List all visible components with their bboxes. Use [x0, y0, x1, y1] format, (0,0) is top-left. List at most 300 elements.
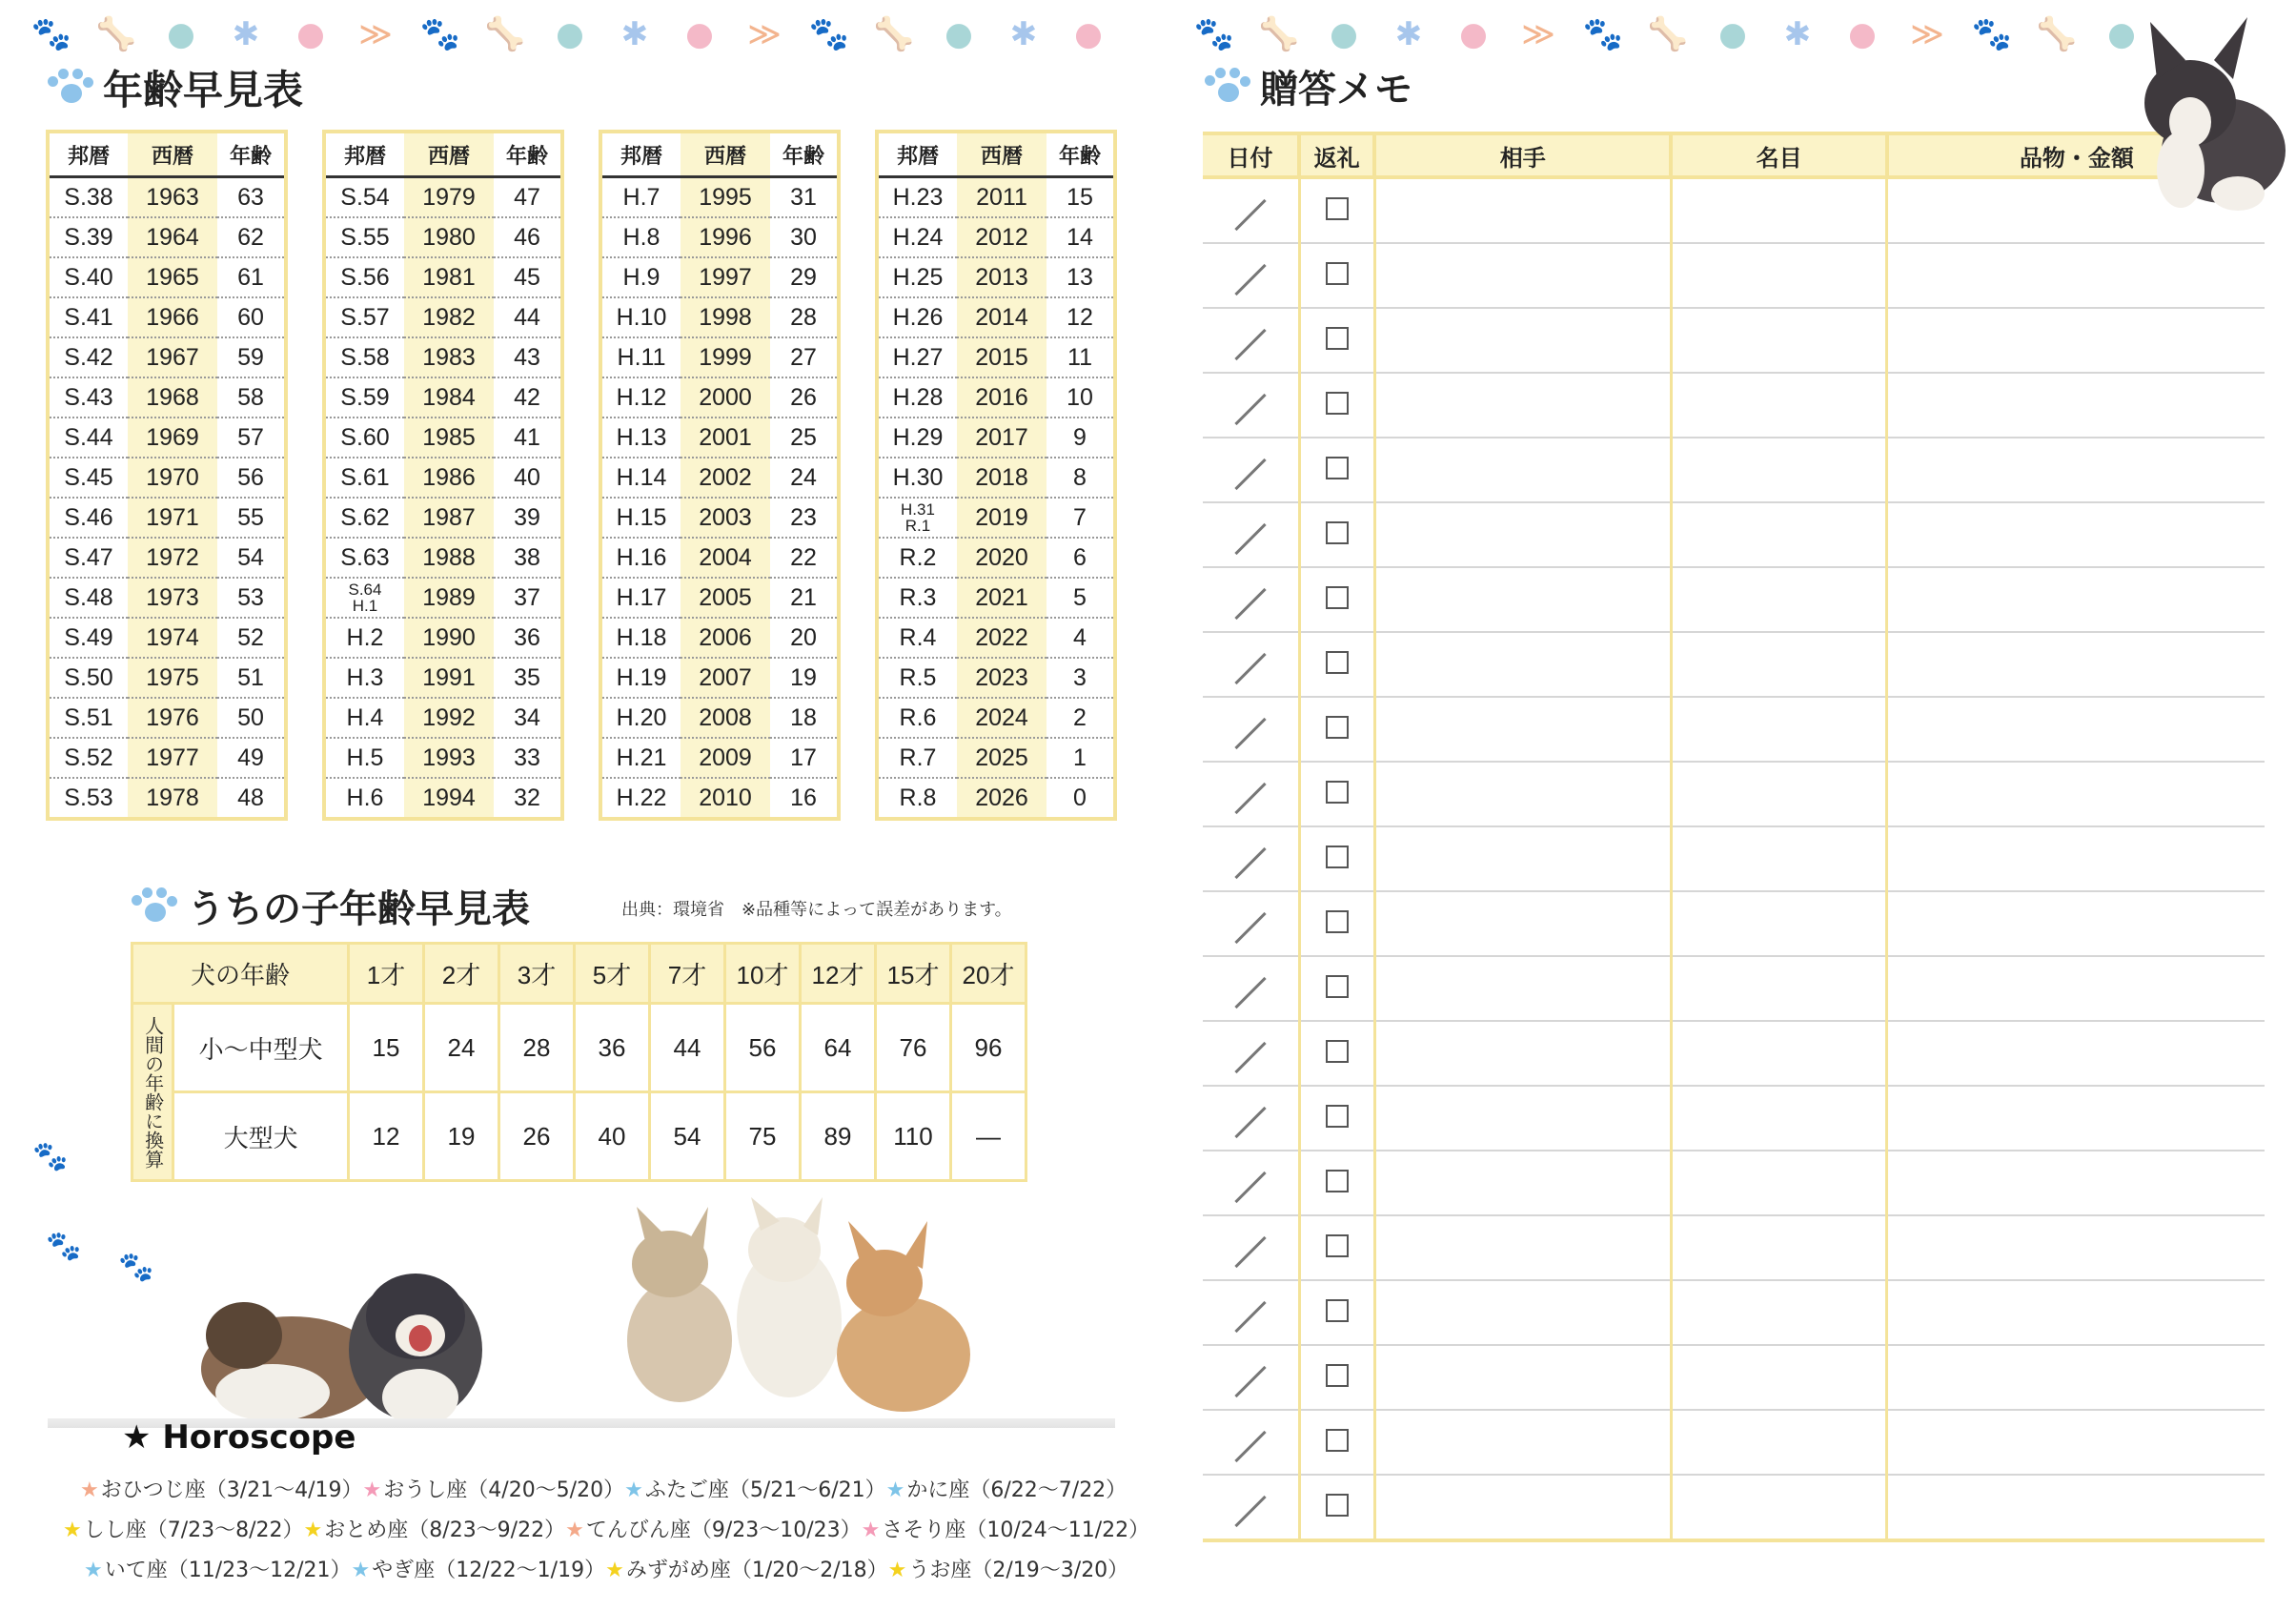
date-field[interactable] — [1203, 243, 1299, 308]
year-cell: 2019 — [957, 498, 1046, 538]
occasion-field[interactable] — [1671, 1475, 1887, 1540]
star-icon: ★ — [565, 1518, 584, 1542]
dog-age-side-label: 人間の年齢に換算 — [132, 1004, 173, 1181]
item-amount-field[interactable] — [1887, 567, 2265, 632]
year-cell: 1972 — [128, 538, 217, 578]
item-amount-field[interactable] — [1887, 373, 2265, 438]
recipient-field[interactable] — [1374, 1475, 1671, 1540]
date-field[interactable] — [1203, 1345, 1299, 1410]
date-field[interactable] — [1203, 1410, 1299, 1475]
recipient-field[interactable] — [1374, 956, 1671, 1021]
return-gift-checkbox[interactable] — [1326, 521, 1349, 544]
memo-header: 相手 — [1374, 133, 1671, 177]
age-cell: 41 — [494, 418, 560, 458]
age-cell: 61 — [217, 257, 284, 297]
date-field[interactable] — [1203, 1086, 1299, 1151]
era-cell: S.53 — [64, 784, 113, 811]
bell-icon: ● — [1848, 15, 1877, 53]
recipient-field[interactable] — [1374, 177, 1671, 243]
human-age-cell: 64 — [801, 1004, 876, 1092]
return-gift-checkbox[interactable] — [1326, 1364, 1349, 1387]
star-icon: ★ — [861, 1518, 881, 1542]
recipient-field[interactable] — [1374, 1151, 1671, 1215]
item-amount-field[interactable] — [1887, 632, 2265, 697]
recipient-field[interactable] — [1374, 1215, 1671, 1280]
table-row — [326, 618, 560, 658]
year-cell: 2026 — [957, 778, 1046, 817]
paw-icon: 🐾 — [1193, 15, 1235, 53]
bone-icon: 🦴 — [2036, 15, 2078, 53]
year-cell: 1965 — [128, 257, 217, 297]
recipient-field[interactable] — [1374, 762, 1671, 826]
return-gift-cell — [1299, 567, 1374, 632]
year-cell: 2012 — [957, 217, 1046, 257]
date-field[interactable] — [1203, 1215, 1299, 1280]
year-cell: 1983 — [404, 337, 494, 377]
age-cell: 6 — [1046, 538, 1113, 578]
item-amount-field[interactable] — [1887, 1475, 2265, 1540]
occasion-field[interactable] — [1671, 1086, 1887, 1151]
year-cell: 1966 — [128, 297, 217, 337]
occasion-field[interactable] — [1671, 243, 1887, 308]
item-amount-field[interactable] — [1887, 1410, 2265, 1475]
table-row — [879, 738, 1113, 778]
year-cell: 1968 — [128, 377, 217, 418]
return-gift-checkbox[interactable] — [1326, 457, 1349, 479]
recipient-field[interactable] — [1374, 502, 1671, 567]
table-row — [50, 778, 284, 817]
memo-row — [1203, 438, 2265, 502]
recipient-field[interactable] — [1374, 1345, 1671, 1410]
date-field[interactable] — [1203, 502, 1299, 567]
age-table-header: 西暦 — [404, 133, 494, 177]
occasion-field[interactable] — [1671, 891, 1887, 956]
table-row — [602, 377, 837, 418]
date-field[interactable] — [1203, 438, 1299, 502]
dog-age-header: 15才 — [876, 944, 951, 1004]
recipient-field[interactable] — [1374, 1021, 1671, 1086]
fishbone-icon: ≫ — [747, 15, 782, 53]
table-row — [879, 257, 1113, 297]
item-amount-field[interactable] — [1887, 1215, 2265, 1280]
table-row — [50, 217, 284, 257]
age-cell: 52 — [217, 618, 284, 658]
age-cell: 12 — [1046, 297, 1113, 337]
return-gift-cell — [1299, 956, 1374, 1021]
table-row — [879, 177, 1113, 218]
date-field[interactable] — [1203, 762, 1299, 826]
table-row — [326, 257, 560, 297]
item-amount-field[interactable] — [1887, 891, 2265, 956]
return-gift-checkbox[interactable] — [1326, 1429, 1349, 1452]
human-age-cell: 76 — [876, 1004, 951, 1092]
table-row — [602, 538, 837, 578]
era-cell: H.3 — [326, 658, 404, 698]
recipient-field[interactable] — [1374, 438, 1671, 502]
recipient-field[interactable] — [1374, 1280, 1671, 1345]
year-cell: 1976 — [128, 698, 217, 738]
table-row — [879, 377, 1113, 418]
return-gift-checkbox[interactable] — [1326, 651, 1349, 674]
return-gift-checkbox[interactable] — [1326, 975, 1349, 998]
occasion-field[interactable] — [1671, 826, 1887, 891]
era-cell: S.40 — [50, 257, 128, 297]
age-cell: 63 — [217, 177, 284, 218]
year-cell: 2002 — [681, 458, 770, 498]
human-age-cell: 44 — [650, 1004, 725, 1092]
year-cell: 1973 — [128, 578, 217, 618]
year-cell: 1993 — [404, 738, 494, 778]
memo-header: 日付 — [1203, 133, 1299, 177]
date-field[interactable] — [1203, 1280, 1299, 1345]
age-cell: 55 — [217, 498, 284, 538]
date-field[interactable] — [1203, 891, 1299, 956]
age-cell: 23 — [770, 498, 837, 538]
year-cell: 1986 — [404, 458, 494, 498]
item-amount-field[interactable] — [1887, 762, 2265, 826]
ball-icon: ● — [1718, 15, 1747, 53]
memo-row — [1203, 826, 2265, 891]
memo-row — [1203, 502, 2265, 567]
return-gift-checkbox[interactable] — [1326, 846, 1349, 868]
table-row — [602, 217, 837, 257]
paw-icon — [1203, 66, 1250, 108]
human-age-cell: 110 — [876, 1092, 951, 1181]
return-gift-checkbox[interactable] — [1326, 781, 1349, 804]
recipient-field[interactable] — [1374, 891, 1671, 956]
era-cell: H.14 — [602, 458, 681, 498]
dog-age-corner-label: 犬の年齢 — [132, 944, 349, 1004]
age-cell: 8 — [1046, 458, 1113, 498]
age-cell: 18 — [770, 698, 837, 738]
date-field[interactable] — [1203, 177, 1299, 243]
age-table-block-1 — [46, 130, 288, 821]
date-field[interactable] — [1203, 308, 1299, 373]
return-gift-checkbox[interactable] — [1326, 1170, 1349, 1192]
table-row — [326, 698, 560, 738]
item-amount-field[interactable] — [1887, 1021, 2265, 1086]
age-cell: 15 — [1046, 177, 1113, 218]
era-cell: S.44 — [50, 418, 128, 458]
dog-age-title-text: うちの子年齢早見表 — [187, 887, 530, 931]
date-slash — [1234, 717, 1266, 748]
age-table-title-text: 年齢早見表 — [103, 67, 304, 113]
occasion-field[interactable] — [1671, 308, 1887, 373]
human-age-cell: 24 — [424, 1004, 499, 1092]
recipient-field[interactable] — [1374, 373, 1671, 438]
table-row — [602, 738, 837, 778]
return-gift-checkbox[interactable] — [1326, 197, 1349, 220]
table-row — [879, 337, 1113, 377]
star-icon: ★ — [351, 1559, 371, 1582]
year-cell: 1982 — [404, 297, 494, 337]
table-row — [879, 458, 1113, 498]
return-gift-cell — [1299, 177, 1374, 243]
return-gift-checkbox[interactable] — [1326, 1494, 1349, 1517]
occasion-field[interactable] — [1671, 697, 1887, 762]
date-field[interactable] — [1203, 632, 1299, 697]
year-cell: 1991 — [404, 658, 494, 698]
memo-row — [1203, 243, 2265, 308]
era-cell: S.45 — [50, 458, 128, 498]
year-cell: 1984 — [404, 377, 494, 418]
fishbone-icon: ≫ — [358, 15, 393, 53]
age-cell: 45 — [494, 257, 560, 297]
era-cell: S.62 — [326, 498, 404, 538]
item-amount-field[interactable] — [1887, 1280, 2265, 1345]
memo-row — [1203, 1280, 2265, 1345]
occasion-field[interactable] — [1671, 1215, 1887, 1280]
occasion-field[interactable] — [1671, 1345, 1887, 1410]
star-icon: ★ — [303, 1518, 323, 1542]
item-amount-field[interactable] — [1887, 826, 2265, 891]
return-gift-checkbox[interactable] — [1326, 327, 1349, 350]
recipient-field[interactable] — [1374, 1410, 1671, 1475]
occasion-field[interactable] — [1671, 956, 1887, 1021]
table-row — [602, 257, 837, 297]
star-icon: ✱ — [1009, 15, 1038, 53]
occasion-field[interactable] — [1671, 502, 1887, 567]
date-slash — [1234, 393, 1266, 424]
age-table-header: 邦暦 — [326, 133, 404, 177]
return-gift-checkbox[interactable] — [1326, 392, 1349, 415]
horoscope-title: ★ Horoscope — [122, 1418, 356, 1457]
era-cell: H.22 — [616, 784, 667, 811]
era-cell: S.49 — [50, 618, 128, 658]
corgi-puppy-photo — [2114, 8, 2295, 215]
age-cell: 53 — [217, 578, 284, 618]
era-cell: H.20 — [602, 698, 681, 738]
star-icon: ★ — [605, 1559, 624, 1582]
date-field[interactable] — [1203, 956, 1299, 1021]
dog-age-header: 5才 — [575, 944, 650, 1004]
age-table-header: 年齢 — [770, 133, 837, 177]
return-gift-checkbox[interactable] — [1326, 1234, 1349, 1257]
occasion-field[interactable] — [1671, 373, 1887, 438]
age-cell: 33 — [494, 738, 560, 778]
era-cell: H.7 — [602, 177, 681, 218]
era-cell: S.51 — [50, 698, 128, 738]
paw-icon — [46, 67, 93, 109]
year-cell: 2022 — [957, 618, 1046, 658]
era-cell: S.56 — [326, 257, 404, 297]
bone-icon: 🦴 — [1258, 15, 1300, 53]
age-cell: 10 — [1046, 377, 1113, 418]
item-amount-field[interactable] — [1887, 956, 2265, 1021]
memo-title-text: 贈答メモ — [1260, 68, 1412, 112]
date-field[interactable] — [1203, 567, 1299, 632]
recipient-field[interactable] — [1374, 243, 1671, 308]
table-row — [602, 458, 837, 498]
age-cell: 29 — [770, 257, 837, 297]
table-row — [326, 778, 560, 817]
date-field[interactable] — [1203, 697, 1299, 762]
age-cell: 17 — [770, 738, 837, 778]
date-slash — [1234, 1300, 1266, 1332]
ball-icon: ● — [945, 15, 973, 53]
year-cell: 1975 — [128, 658, 217, 698]
table-row — [326, 738, 560, 778]
era-cell: H.18 — [602, 618, 681, 658]
table-row — [602, 177, 837, 218]
age-cell: 27 — [770, 337, 837, 377]
item-amount-field[interactable] — [1887, 1345, 2265, 1410]
year-cell: 2010 — [681, 778, 770, 817]
human-age-cell: 12 — [349, 1092, 424, 1181]
table-row — [50, 337, 284, 377]
table-row — [879, 217, 1113, 257]
occasion-field[interactable] — [1671, 177, 1887, 243]
zodiac-sign: やぎ座（12/22〜1/19） — [372, 1559, 606, 1582]
item-amount-field[interactable] — [1887, 502, 2265, 567]
recipient-field[interactable] — [1374, 826, 1671, 891]
date-field[interactable] — [1203, 1475, 1299, 1540]
year-cell: 2015 — [957, 337, 1046, 377]
return-gift-checkbox[interactable] — [1326, 910, 1349, 933]
star-icon: ★ — [624, 1478, 643, 1502]
zodiac-sign: おひつじ座（3/21〜4/19） — [100, 1478, 363, 1502]
recipient-field[interactable] — [1374, 567, 1671, 632]
item-amount-field[interactable] — [1887, 243, 2265, 308]
era-cell: H.29 — [879, 418, 957, 458]
item-amount-field[interactable] — [1887, 1151, 2265, 1215]
star-icon: ✱ — [1783, 15, 1812, 53]
year-cell: 2011 — [957, 177, 1046, 218]
era-cell: S.43 — [50, 377, 128, 418]
table-row — [879, 498, 1113, 538]
bone-icon: 🦴 — [873, 15, 915, 53]
table-row — [326, 578, 560, 618]
zodiac-sign: いて座（11/23〜12/21） — [104, 1559, 352, 1582]
item-amount-field[interactable] — [1887, 438, 2265, 502]
age-cell: 36 — [494, 618, 560, 658]
era-cell: R.8 — [899, 784, 937, 811]
age-table-header: 邦暦 — [602, 133, 681, 177]
memo-title — [1203, 59, 1412, 113]
year-cell: 1971 — [128, 498, 217, 538]
date-field[interactable] — [1203, 826, 1299, 891]
era-cell: H.5 — [326, 738, 404, 778]
date-slash — [1234, 328, 1266, 359]
age-cell: 50 — [217, 698, 284, 738]
occasion-field[interactable] — [1671, 1021, 1887, 1086]
memo-row — [1203, 373, 2265, 438]
occasion-field[interactable] — [1671, 1151, 1887, 1215]
paw-icon: 🐾 — [46, 1230, 82, 1263]
age-cell: 26 — [770, 377, 837, 418]
return-gift-checkbox[interactable] — [1326, 1040, 1349, 1063]
date-field[interactable] — [1203, 1151, 1299, 1215]
age-cell: 54 — [217, 538, 284, 578]
era-cell: H.16 — [602, 538, 681, 578]
date-slash — [1234, 1495, 1266, 1526]
date-field[interactable] — [1203, 1021, 1299, 1086]
recipient-field[interactable] — [1374, 308, 1671, 373]
bell-icon: ● — [685, 15, 714, 53]
dog-age-header: 10才 — [725, 944, 801, 1004]
age-cell: 3 — [1046, 658, 1113, 698]
recipient-field[interactable] — [1374, 632, 1671, 697]
age-table-header: 西暦 — [128, 133, 217, 177]
year-cell: 2013 — [957, 257, 1046, 297]
age-cell: 35 — [494, 658, 560, 698]
era-cell: R.3 — [879, 578, 957, 618]
return-gift-checkbox[interactable] — [1326, 586, 1349, 609]
return-gift-cell — [1299, 502, 1374, 567]
item-amount-field[interactable] — [1887, 697, 2265, 762]
year-cell: 2016 — [957, 377, 1046, 418]
age-cell: 11 — [1046, 337, 1113, 377]
occasion-field[interactable] — [1671, 438, 1887, 502]
date-slash — [1234, 1171, 1266, 1202]
date-field[interactable] — [1203, 373, 1299, 438]
item-amount-field[interactable] — [1887, 1086, 2265, 1151]
age-cell: 34 — [494, 698, 560, 738]
table-row — [879, 578, 1113, 618]
return-gift-cell — [1299, 1086, 1374, 1151]
age-cell: 40 — [494, 458, 560, 498]
era-cell: H.30 — [879, 458, 957, 498]
decor-strip-left — [19, 11, 1121, 57]
return-gift-checkbox[interactable] — [1326, 262, 1349, 285]
era-cell: H.13 — [602, 418, 681, 458]
age-cell: 1 — [1046, 738, 1113, 778]
return-gift-checkbox[interactable] — [1326, 1105, 1349, 1128]
star-icon: ★ — [885, 1478, 905, 1502]
date-slash — [1234, 1106, 1266, 1137]
return-gift-cell — [1299, 632, 1374, 697]
item-amount-field[interactable] — [1887, 308, 2265, 373]
era-cell: H.15 — [602, 498, 681, 538]
era-cell: S.47 — [50, 538, 128, 578]
bone-icon: 🦴 — [95, 15, 137, 53]
occasion-field[interactable] — [1671, 1280, 1887, 1345]
era-cell: R.5 — [879, 658, 957, 698]
occasion-field[interactable] — [1671, 1410, 1887, 1475]
fishbone-icon: ≫ — [1521, 15, 1555, 53]
return-gift-checkbox[interactable] — [1326, 716, 1349, 739]
era-cell: S.50 — [50, 658, 128, 698]
recipient-field[interactable] — [1374, 1086, 1671, 1151]
paw-icon: 🐾 — [118, 1251, 154, 1284]
occasion-field[interactable] — [1671, 762, 1887, 826]
recipient-field[interactable] — [1374, 697, 1671, 762]
year-cell: 1974 — [128, 618, 217, 658]
age-cell: 20 — [770, 618, 837, 658]
star-icon: ★ — [63, 1518, 82, 1542]
era-cell: H.31 R.1 — [879, 498, 957, 538]
year-cell: 2007 — [681, 658, 770, 698]
occasion-field[interactable] — [1671, 632, 1887, 697]
star-icon: ★ — [84, 1559, 103, 1582]
era-cell: S.55 — [326, 217, 404, 257]
table-row — [326, 538, 560, 578]
return-gift-checkbox[interactable] — [1326, 1299, 1349, 1322]
year-cell: 2005 — [681, 578, 770, 618]
table-row — [879, 418, 1113, 458]
age-cell: 46 — [494, 217, 560, 257]
year-cell: 1964 — [128, 217, 217, 257]
age-cell: 56 — [217, 458, 284, 498]
era-cell: R.7 — [879, 738, 957, 778]
return-gift-cell — [1299, 826, 1374, 891]
age-cell: 22 — [770, 538, 837, 578]
age-cell: 5 — [1046, 578, 1113, 618]
star-icon: ★ — [80, 1478, 99, 1502]
return-gift-cell — [1299, 1410, 1374, 1475]
occasion-field[interactable] — [1671, 567, 1887, 632]
age-table-title — [46, 59, 303, 116]
